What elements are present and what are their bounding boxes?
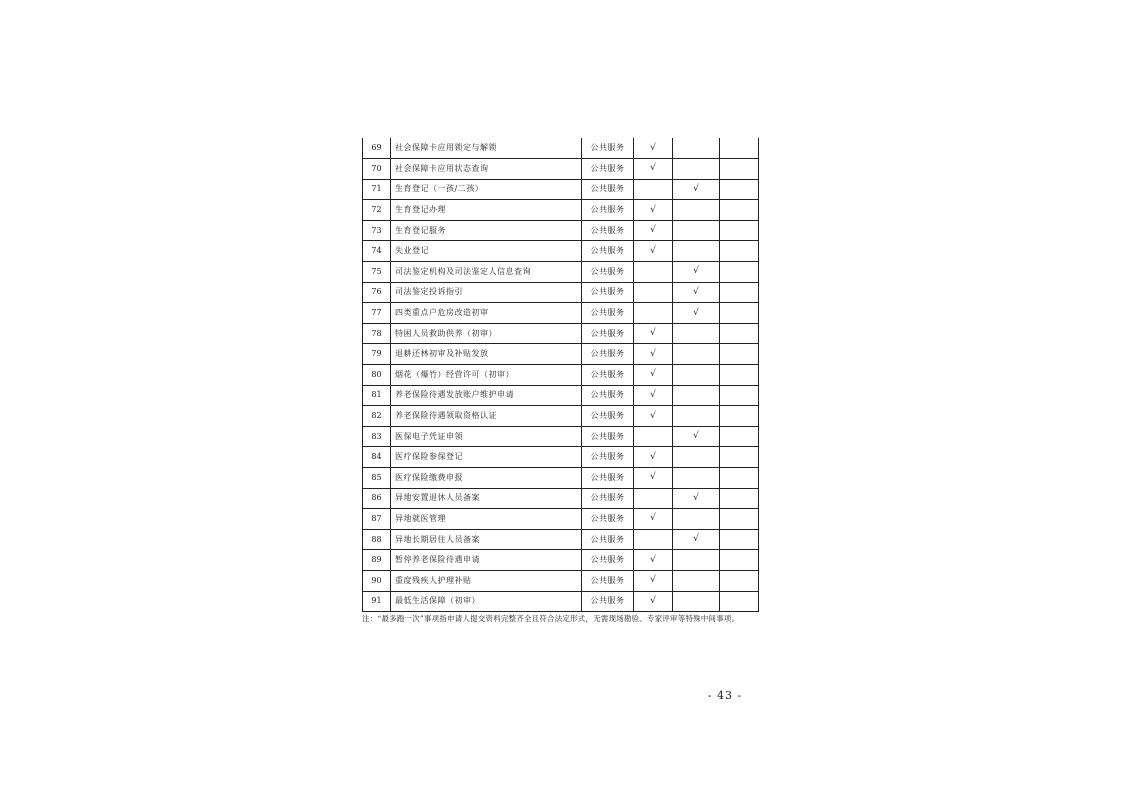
check-col-1: √: [634, 570, 673, 591]
item-type: 公共服务: [582, 262, 634, 283]
check-col-1: [634, 262, 673, 283]
item-name: 生育登记服务: [391, 220, 582, 241]
item-name: 异地长期居住人员备案: [391, 529, 582, 550]
check-col-2: [673, 159, 720, 180]
check-col-3: [720, 282, 759, 303]
check-col-1: [634, 282, 673, 303]
check-col-3: [720, 426, 759, 447]
check-col-1: √: [634, 385, 673, 406]
check-col-1: √: [634, 365, 673, 386]
check-col-1: [634, 488, 673, 509]
item-name: 烟花（爆竹）经营许可（初审）: [391, 365, 582, 386]
page-number: - 43 -: [707, 689, 743, 702]
item-type: 公共服务: [582, 468, 634, 489]
item-type: 公共服务: [582, 200, 634, 221]
row-number: 69: [363, 138, 391, 159]
item-name: 异地安置退休人员备案: [391, 488, 582, 509]
item-type: 公共服务: [582, 365, 634, 386]
check-col-3: [720, 488, 759, 509]
check-col-2: [673, 468, 720, 489]
item-type: 公共服务: [582, 220, 634, 241]
table-row: [363, 200, 759, 221]
row-number: 75: [363, 262, 391, 283]
row-number: 82: [363, 406, 391, 427]
check-col-1: √: [634, 406, 673, 427]
item-name: 医疗保险参保登记: [391, 447, 582, 468]
item-type: 公共服务: [582, 529, 634, 550]
table-footnote: 注：“最多跑一次”事项指申请人提交资料完整齐全且符合法定形式，无需现场勘验、专家评审等特殊中间事项。: [362, 614, 740, 623]
check-col-3: [720, 303, 759, 324]
item-type: 公共服务: [582, 159, 634, 180]
check-col-2: [673, 570, 720, 591]
item-type: 公共服务: [582, 570, 634, 591]
row-number: 71: [363, 179, 391, 200]
check-col-2: [673, 509, 720, 530]
row-number: 73: [363, 220, 391, 241]
item-type: 公共服务: [582, 550, 634, 571]
item-type: 公共服务: [582, 591, 634, 612]
check-col-3: [720, 406, 759, 427]
row-number: 72: [363, 200, 391, 221]
row-number: 76: [363, 282, 391, 303]
check-col-3: [720, 550, 759, 571]
item-type: 公共服务: [582, 509, 634, 530]
check-col-2: [673, 550, 720, 571]
check-col-1: √: [634, 550, 673, 571]
table-row: [363, 468, 759, 489]
row-number: 90: [363, 570, 391, 591]
check-col-2: √: [673, 426, 720, 447]
item-name: 医疗保险缴费申报: [391, 468, 582, 489]
check-col-2: √: [673, 303, 720, 324]
item-type: 公共服务: [582, 179, 634, 200]
check-col-1: √: [634, 200, 673, 221]
check-col-1: √: [634, 468, 673, 489]
check-col-2: √: [673, 488, 720, 509]
item-name: 特困人员救助供养（初审）: [391, 323, 582, 344]
check-col-3: [720, 220, 759, 241]
item-name: 生育登记（一孩/二孩）: [391, 179, 582, 200]
table-row: [363, 509, 759, 530]
check-col-1: [634, 529, 673, 550]
table-row: [363, 426, 759, 447]
check-col-1: [634, 426, 673, 447]
check-col-3: [720, 447, 759, 468]
item-type: 公共服务: [582, 303, 634, 324]
row-number: 89: [363, 550, 391, 571]
check-col-2: [673, 323, 720, 344]
check-col-1: √: [634, 344, 673, 365]
table-row: [363, 262, 759, 283]
item-type: 公共服务: [582, 447, 634, 468]
table-row: [363, 529, 759, 550]
row-number: 86: [363, 488, 391, 509]
item-type: 公共服务: [582, 344, 634, 365]
row-number: 78: [363, 323, 391, 344]
item-name: 暂停养老保险待遇申请: [391, 550, 582, 571]
item-name: 社会保障卡应用锁定与解锁: [391, 138, 582, 159]
check-col-2: [673, 385, 720, 406]
check-col-2: √: [673, 282, 720, 303]
check-col-1: √: [634, 138, 673, 159]
check-col-2: √: [673, 262, 720, 283]
row-number: 91: [363, 591, 391, 612]
check-col-3: [720, 200, 759, 221]
check-col-1: √: [634, 159, 673, 180]
item-name: 失业登记: [391, 241, 582, 262]
item-type: 公共服务: [582, 323, 634, 344]
item-name: 异地就医管理: [391, 509, 582, 530]
check-col-3: [720, 262, 759, 283]
row-number: 81: [363, 385, 391, 406]
table-row: [363, 179, 759, 200]
item-name: 司法鉴定机构及司法鉴定人信息查询: [391, 262, 582, 283]
check-col-2: [673, 406, 720, 427]
item-name: 医保电子凭证申领: [391, 426, 582, 447]
check-col-2: [673, 200, 720, 221]
table-row: [363, 220, 759, 241]
row-number: 70: [363, 159, 391, 180]
table-row: [363, 344, 759, 365]
check-col-3: [720, 529, 759, 550]
table-row: [363, 138, 759, 159]
check-col-3: [720, 365, 759, 386]
row-number: 77: [363, 303, 391, 324]
check-col-1: [634, 303, 673, 324]
check-col-2: [673, 220, 720, 241]
check-col-3: [720, 591, 759, 612]
row-number: 74: [363, 241, 391, 262]
table-row: [363, 241, 759, 262]
check-col-3: [720, 179, 759, 200]
check-col-2: [673, 365, 720, 386]
check-col-2: [673, 591, 720, 612]
check-col-3: [720, 241, 759, 262]
check-col-3: [720, 385, 759, 406]
check-col-3: [720, 468, 759, 489]
item-name: 最低生活保障（初审）: [391, 591, 582, 612]
check-col-2: [673, 138, 720, 159]
check-col-1: √: [634, 591, 673, 612]
table-row: [363, 406, 759, 427]
item-type: 公共服务: [582, 241, 634, 262]
check-col-2: [673, 447, 720, 468]
table-body: [363, 138, 759, 612]
check-col-3: [720, 323, 759, 344]
services-table: [362, 138, 759, 612]
table-row: [363, 488, 759, 509]
item-name: 司法鉴定投诉指引: [391, 282, 582, 303]
table-row: [363, 591, 759, 612]
item-name: 退耕还林初审及补贴发放: [391, 344, 582, 365]
check-col-1: √: [634, 220, 673, 241]
check-col-2: √: [673, 529, 720, 550]
check-col-2: √: [673, 179, 720, 200]
table-row: [363, 323, 759, 344]
check-col-1: √: [634, 241, 673, 262]
item-name: 养老保险待遇领取资格认证: [391, 406, 582, 427]
table-row: [363, 550, 759, 571]
row-number: 85: [363, 468, 391, 489]
row-number: 84: [363, 447, 391, 468]
item-type: 公共服务: [582, 282, 634, 303]
item-type: 公共服务: [582, 426, 634, 447]
check-col-1: √: [634, 509, 673, 530]
item-name: 养老保险待遇发放账户维护申请: [391, 385, 582, 406]
check-col-3: [720, 159, 759, 180]
item-type: 公共服务: [582, 488, 634, 509]
table-row: [363, 159, 759, 180]
check-col-2: [673, 344, 720, 365]
table-row: [363, 282, 759, 303]
row-number: 80: [363, 365, 391, 386]
item-type: 公共服务: [582, 138, 634, 159]
check-col-3: [720, 138, 759, 159]
check-col-3: [720, 344, 759, 365]
check-col-2: [673, 241, 720, 262]
item-type: 公共服务: [582, 385, 634, 406]
row-number: 87: [363, 509, 391, 530]
row-number: 88: [363, 529, 391, 550]
check-col-3: [720, 509, 759, 530]
table-row: [363, 385, 759, 406]
table-row: [363, 303, 759, 324]
table-row: [363, 447, 759, 468]
item-name: 重度残疾人护理补贴: [391, 570, 582, 591]
row-number: 83: [363, 426, 391, 447]
check-col-1: √: [634, 323, 673, 344]
check-col-1: √: [634, 447, 673, 468]
table-row: [363, 365, 759, 386]
row-number: 79: [363, 344, 391, 365]
table-row: [363, 570, 759, 591]
check-col-3: [720, 570, 759, 591]
check-col-1: [634, 179, 673, 200]
item-name: 四类重点户危房改造初审: [391, 303, 582, 324]
item-name: 生育登记办理: [391, 200, 582, 221]
item-type: 公共服务: [582, 406, 634, 427]
item-name: 社会保障卡应用状态查询: [391, 159, 582, 180]
